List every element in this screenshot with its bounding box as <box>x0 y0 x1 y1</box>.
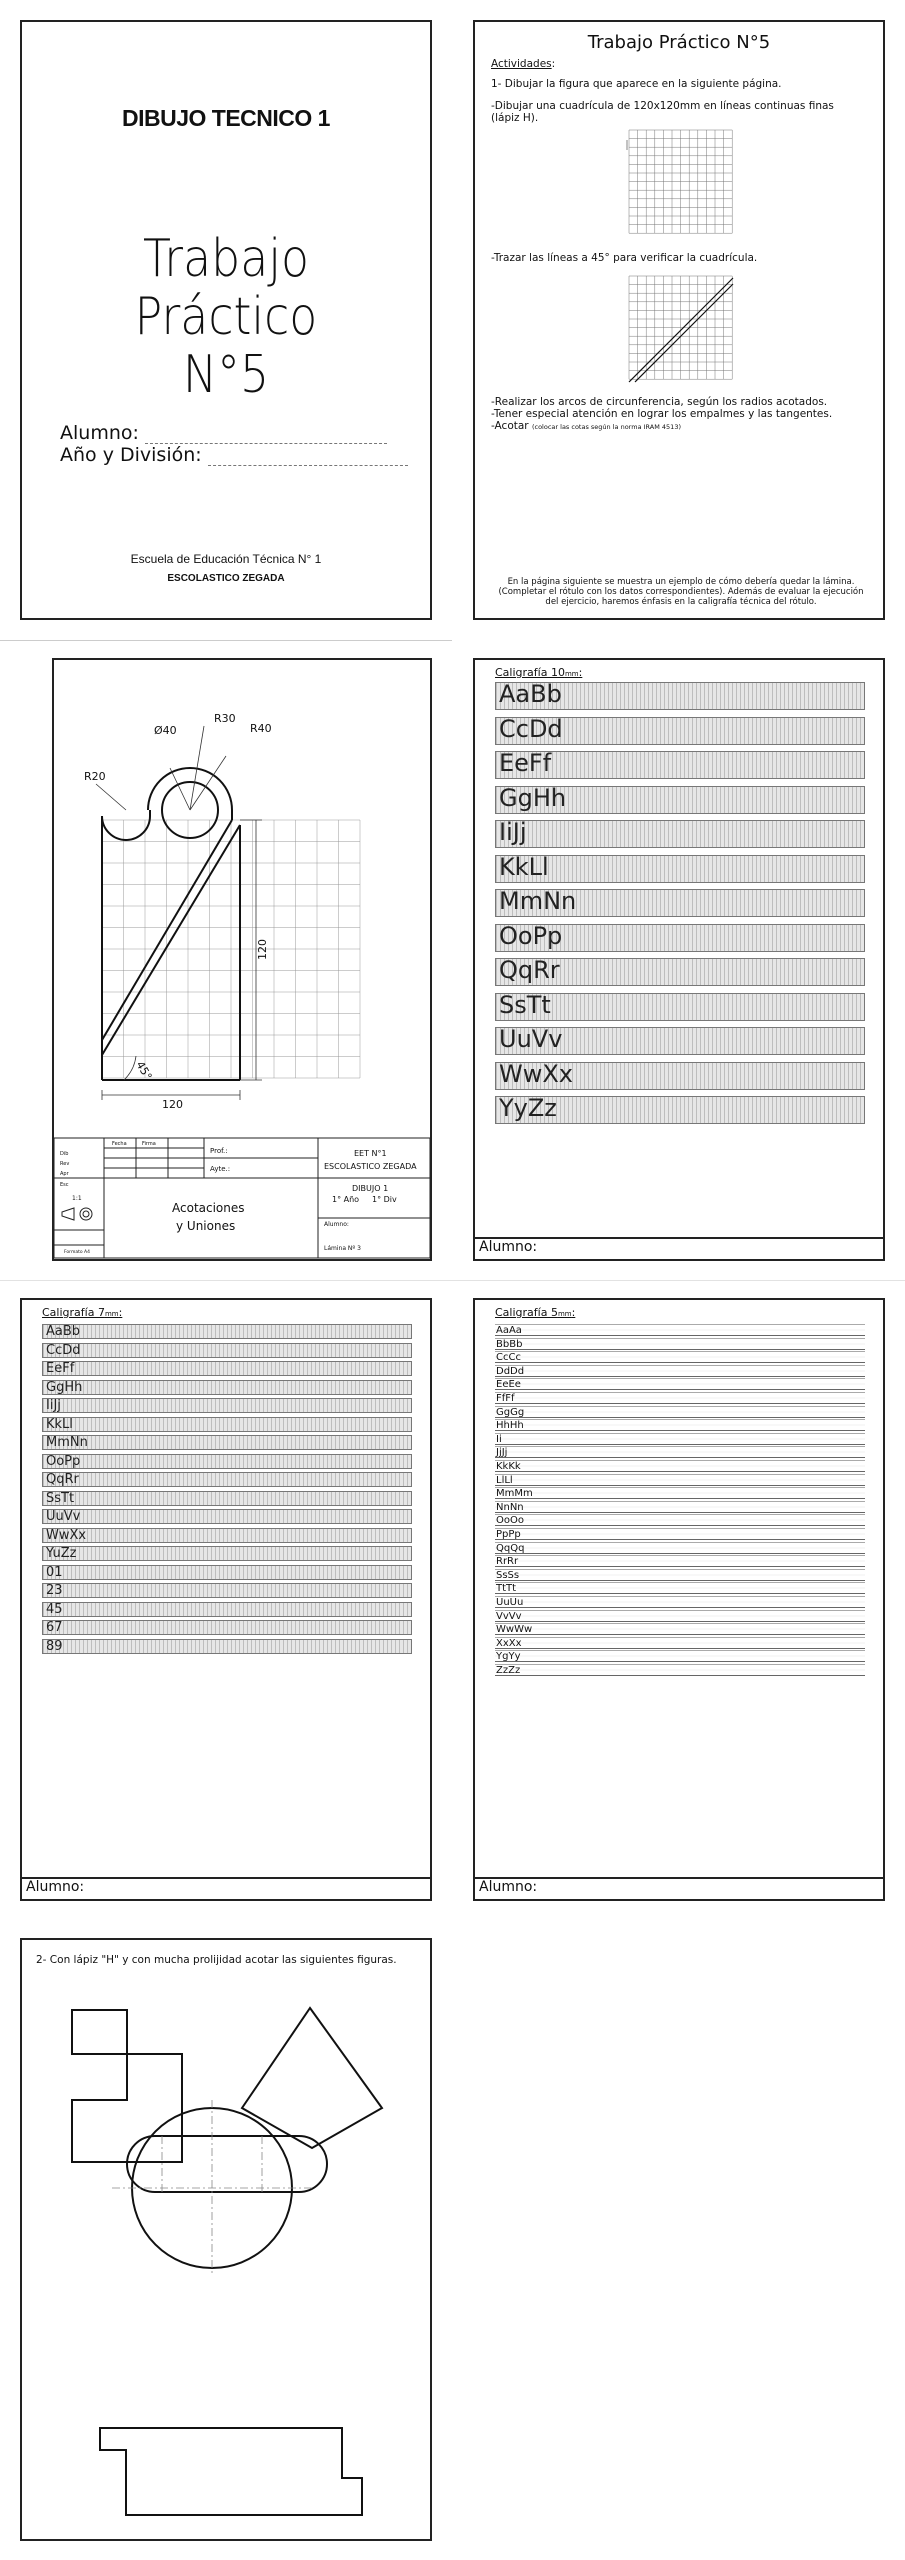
calligraphy-row[interactable] <box>495 1610 865 1622</box>
activities-header: Actividades: <box>491 58 556 70</box>
calligraphy-row[interactable] <box>42 1417 412 1432</box>
year-field <box>60 444 408 466</box>
calligraphy-sample: XxXx <box>496 1637 522 1649</box>
calligraphy-sample: 01 <box>46 1564 63 1580</box>
calligraphy-row[interactable] <box>42 1528 412 1543</box>
calligraphy-row[interactable] <box>495 1096 865 1124</box>
calligraphy-row[interactable] <box>495 1460 865 1472</box>
projection-symbol-icon <box>62 1208 92 1220</box>
rounded-rect <box>127 2136 327 2192</box>
calligraphy-row[interactable] <box>495 1324 865 1336</box>
calligraphy-sample: DdDd <box>496 1365 525 1377</box>
tb-scale: 1:1 <box>72 1195 82 1202</box>
calligraphy-row[interactable] <box>495 1501 865 1513</box>
calligraphy-row[interactable] <box>42 1380 412 1395</box>
calligraphy-row[interactable] <box>495 682 865 710</box>
calligraphy-row[interactable] <box>495 1596 865 1608</box>
calligraphy-7-page <box>20 1298 432 1901</box>
calligraphy-row[interactable] <box>495 1027 865 1055</box>
tb-fecha: Fecha <box>112 1141 127 1147</box>
figures-drawing <box>22 1940 430 2539</box>
activities-page <box>473 20 885 620</box>
calligraphy-row[interactable] <box>495 958 865 986</box>
tb-format: Formato A4 <box>64 1250 90 1255</box>
calligraphy-row[interactable] <box>42 1324 412 1339</box>
calligraphy-row[interactable] <box>495 1528 865 1540</box>
calligraphy-sample: AaBb <box>46 1324 81 1339</box>
calligraphy-row[interactable] <box>495 1446 865 1458</box>
r30-outer-arc <box>148 768 232 820</box>
calligraphy-row[interactable] <box>495 1582 865 1594</box>
activities-header-label: Actividades <box>491 58 552 70</box>
calligraphy-sample: MmMm <box>496 1488 533 1500</box>
calligraphy-sample: PpPp <box>496 1529 521 1540</box>
activities-footer: En la página siguiente se muestra un ejemplo de cómo debería quedar la lámina. (Completar el rótulo con los datos correspondientes). Además de evaluar la ejecución del ejercicio, haremos énfasis en la caligrafía técnica del rótulo. <box>498 577 864 607</box>
calligraphy-row[interactable] <box>42 1343 412 1358</box>
activity-item-4: -Realizar los arcos de circunferencia, según los radios acotados. <box>491 396 828 408</box>
calligraphy-row[interactable] <box>495 1419 865 1431</box>
calligraphy-sample: CcCc <box>496 1352 521 1364</box>
calligraphy-row[interactable] <box>495 1351 865 1363</box>
calligraphy-row[interactable] <box>495 1555 865 1567</box>
page-separator <box>0 1280 905 1281</box>
tb-div: 1° Div <box>372 1195 397 1204</box>
cal10-unit: mm <box>564 670 579 678</box>
calligraphy-sample: VvVv <box>496 1610 522 1622</box>
diagonal-1 <box>102 820 232 1040</box>
calligraphy-sample: IiJj <box>46 1398 61 1413</box>
calligraphy-sample: OoPp <box>46 1453 81 1469</box>
step-shape <box>72 2010 182 2162</box>
calligraphy-sample: KkLl <box>46 1416 73 1432</box>
calligraphy-sample: KkLl <box>499 852 549 881</box>
calligraphy-row[interactable] <box>495 1406 865 1418</box>
calligraphy-sample: OoOo <box>496 1515 524 1527</box>
calligraphy-row[interactable] <box>495 1569 865 1581</box>
activity-item-6 <box>491 420 871 432</box>
calligraphy-row[interactable] <box>495 1487 865 1499</box>
diagonal-2 <box>102 825 240 1055</box>
cal5-unit: mm <box>557 1310 572 1318</box>
calligraphy-row[interactable] <box>495 751 865 779</box>
calligraphy-sample: 23 <box>46 1583 63 1598</box>
tb-row-esc: Esc <box>60 1182 69 1188</box>
calligraphy-row[interactable] <box>495 1664 865 1676</box>
calligraphy-sample: SsTt <box>46 1490 75 1506</box>
calligraphy-sample: 89 <box>46 1638 63 1654</box>
calligraphy-sample: CcDd <box>499 714 563 743</box>
tb-ayte: Ayte.: <box>210 1165 231 1173</box>
tb-firma: Firma <box>142 1141 156 1147</box>
calligraphy-sample: LlLl <box>496 1474 513 1486</box>
calligraphy-row[interactable] <box>42 1639 412 1654</box>
activities-title: Trabajo Práctico N°5 <box>587 32 771 53</box>
school-line: Escuela de Educación Técnica N° 1 <box>130 552 322 566</box>
activity-item-6-note: (colocar las cotas según la norma IRAM 4513) <box>531 423 681 431</box>
figures-instruction: 2- Con lápiz "H" y con mucha prolijidad acotar las siguientes figuras. <box>36 1954 397 1966</box>
calligraphy-row[interactable] <box>495 783 865 814</box>
dim-r30: R30 <box>214 712 236 725</box>
calligraphy-sample: JjJj <box>496 1447 508 1459</box>
calligraphy-sample: 45 <box>46 1601 63 1617</box>
calligraphy-sample: NnNn <box>496 1501 524 1513</box>
grid-illustration <box>625 128 735 240</box>
calligraphy-row[interactable] <box>42 1583 412 1598</box>
tb-row-dib: Dib <box>60 1151 69 1157</box>
dim-120-v: 120 <box>256 939 269 960</box>
calligraphy-row[interactable] <box>42 1602 412 1617</box>
cal7-title-text: Caligrafía 7 <box>42 1306 105 1319</box>
calligraphy-row[interactable] <box>42 1398 412 1413</box>
calligraphy-row[interactable] <box>42 1361 412 1376</box>
calligraphy-row[interactable] <box>495 990 865 1021</box>
activity-item-6-label: -Acotar <box>491 420 529 432</box>
calligraphy-5-page <box>473 1298 885 1901</box>
calligraphy-sample: Ii <box>496 1433 502 1445</box>
r20-arc <box>102 816 150 840</box>
calligraphy-row[interactable] <box>42 1454 412 1469</box>
calligraphy-sample: YuZz <box>46 1546 77 1561</box>
calligraphy-sample: WwXx <box>499 1059 574 1088</box>
bar-shape <box>100 2428 362 2515</box>
calligraphy-row[interactable] <box>495 889 865 917</box>
dim-120-h: 120 <box>162 1098 183 1111</box>
calligraphy-row[interactable] <box>495 1637 865 1649</box>
calligraphy-sample: EeFf <box>499 749 552 777</box>
calligraphy-sample: GgGg <box>496 1406 525 1418</box>
technical-drawing <box>54 660 430 1259</box>
tb-row-rev: Rev <box>60 1161 70 1167</box>
calligraphy-sample: ZzZz <box>496 1665 521 1676</box>
tb-alumno: Alumno: <box>324 1221 349 1228</box>
tb-lamina: Lámina Nº 3 <box>324 1245 361 1252</box>
calligraphy-sample: GgHh <box>499 783 567 812</box>
calligraphy-sample: QqQq <box>496 1542 525 1554</box>
calligraphy-sample: YgYy <box>496 1651 521 1663</box>
year-label: Año y División: <box>60 444 202 466</box>
calligraphy-sample: UuUu <box>496 1597 524 1608</box>
calligraphy-sample: IiJj <box>499 818 527 846</box>
calligraphy-sample: SsTt <box>499 990 551 1019</box>
drawing-page <box>52 658 432 1261</box>
calligraphy-row[interactable] <box>495 1392 865 1404</box>
calligraphy-sample: AaBb <box>499 680 562 708</box>
calligraphy-row[interactable] <box>495 1623 865 1635</box>
activity-item-2b: (lápiz H). <box>491 112 539 124</box>
calligraphy-sample: CcDd <box>46 1342 81 1358</box>
tb-school1: EET N°1 <box>354 1149 387 1158</box>
activity-item-5: -Tener especial atención en lograr los empalmes y las tangentes. <box>491 408 833 420</box>
activity-item-3: -Trazar las líneas a 45° para verificar la cuadrícula. <box>491 252 758 264</box>
calligraphy-sample: WwXx <box>46 1527 87 1543</box>
calligraphy-row[interactable] <box>42 1491 412 1506</box>
calligraphy-row[interactable] <box>495 1433 865 1445</box>
student-footer[interactable]: Alumno: <box>475 1237 883 1259</box>
calligraphy-sample: WwWw <box>496 1624 533 1636</box>
calligraphy-row[interactable] <box>495 1542 865 1554</box>
calligraphy-row[interactable] <box>495 1378 865 1390</box>
calligraphy-row[interactable] <box>42 1509 412 1524</box>
tb-title2: y Uniones <box>176 1219 236 1233</box>
calligraphy-row[interactable] <box>495 852 865 883</box>
calligraphy-row[interactable] <box>42 1565 412 1580</box>
calligraphy-sample: MmNn <box>499 887 577 915</box>
dim-45: 45° <box>133 1059 155 1083</box>
calligraphy-row[interactable] <box>495 820 865 848</box>
student-input-line[interactable] <box>145 427 387 444</box>
calligraphy-10-page <box>473 658 885 1261</box>
tb-title1: Acotaciones <box>172 1201 245 1215</box>
calligraphy-row[interactable] <box>42 1546 412 1561</box>
calligraphy-sample: TtTt <box>496 1583 517 1595</box>
cal7-unit: mm <box>104 1310 119 1318</box>
cal5-title: Caligrafía 5mm: <box>495 1306 576 1319</box>
student-footer[interactable]: Alumno: <box>475 1877 883 1899</box>
year-input-line[interactable] <box>208 449 408 466</box>
calligraphy-sample: MmNn <box>46 1435 88 1450</box>
calligraphy-row[interactable] <box>495 714 865 745</box>
calligraphy-sample: OoPp <box>499 921 563 950</box>
dim-r20: R20 <box>84 770 106 783</box>
cover-title <box>46 230 405 404</box>
calligraphy-sample: GgHh <box>46 1379 83 1395</box>
calligraphy-row[interactable] <box>495 1365 865 1377</box>
calligraphy-sample: 67 <box>46 1620 63 1635</box>
calligraphy-sample: QqRr <box>499 956 560 984</box>
tb-subject: DIBUJO 1 <box>352 1184 389 1193</box>
calligraphy-sample: EeEe <box>496 1379 521 1391</box>
calligraphy-row[interactable] <box>495 1650 865 1662</box>
calligraphy-sample: EeFf <box>46 1361 75 1376</box>
calligraphy-sample: RrRr <box>496 1556 519 1568</box>
calligraphy-row[interactable] <box>495 1474 865 1486</box>
cover-title-line1: Trabajo <box>143 229 309 289</box>
activity-item-1: 1- Dibujar la figura que aparece en la siguiente página. <box>491 78 782 90</box>
calligraphy-sample: UuVv <box>499 1025 563 1053</box>
cover-title-line3: N°5 <box>182 345 270 405</box>
calligraphy-sample: YyZz <box>499 1094 557 1122</box>
cover-title-line2: Práctico <box>134 287 318 347</box>
cal10-title: Caligrafía 10mm: <box>495 666 583 679</box>
calligraphy-sample: HhHh <box>496 1420 524 1432</box>
calligraphy-row[interactable] <box>495 921 865 952</box>
calligraphy-row[interactable] <box>42 1472 412 1487</box>
tb-prof: Prof.: <box>210 1147 228 1155</box>
calligraphy-sample: AaAa <box>496 1325 522 1336</box>
calligraphy-row[interactable] <box>495 1338 865 1350</box>
student-field <box>60 422 387 444</box>
student-footer[interactable]: Alumno: <box>22 1877 430 1899</box>
calligraphy-sample: KkKk <box>496 1461 521 1472</box>
cover-subject: DIBUJO TECNICO 1 <box>122 105 330 131</box>
cover-page <box>20 20 432 620</box>
dim-r40: R40 <box>250 722 272 735</box>
tb-row-apr: Apr <box>60 1171 69 1177</box>
calligraphy-sample: SsSs <box>496 1569 520 1581</box>
cal7-title: Caligrafía 7mm: <box>42 1306 123 1319</box>
calligraphy-row[interactable] <box>42 1620 412 1635</box>
dim-d40: Ø40 <box>154 724 177 737</box>
calligraphy-row[interactable] <box>495 1514 865 1526</box>
calligraphy-sample: BbBb <box>496 1338 523 1350</box>
calligraphy-row[interactable] <box>42 1435 412 1450</box>
calligraphy-row[interactable] <box>495 1059 865 1090</box>
page-separator <box>0 640 452 641</box>
school-name: ESCOLASTICO ZEGADA <box>167 573 285 584</box>
student-label: Alumno: <box>60 422 139 444</box>
cal10-title-text: Caligrafía 10 <box>495 666 565 679</box>
activity-item-2a: -Dibujar una cuadrícula de 120x120mm en líneas continuas finas <box>491 100 834 112</box>
tb-year: 1° Año <box>332 1195 360 1204</box>
tb-school2: ESCOLASTICO ZEGADA <box>324 1162 417 1171</box>
calligraphy-sample: UuVv <box>46 1509 81 1524</box>
cal5-title-text: Caligrafía 5 <box>495 1306 558 1319</box>
calligraphy-sample: FfFf <box>496 1393 515 1404</box>
calligraphy-sample: QqRr <box>46 1472 79 1487</box>
figures-page <box>20 1938 432 2541</box>
diagonal-grid-illustration <box>625 274 735 386</box>
